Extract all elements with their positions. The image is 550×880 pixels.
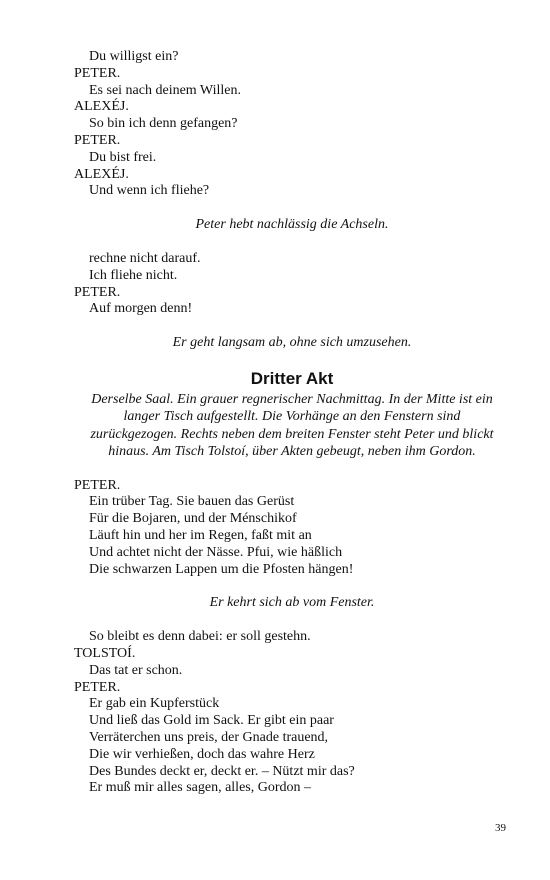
speaker-name: ALEXÉJ. bbox=[74, 166, 129, 182]
speech-line: Die schwarzen Lappen um die Pfosten hängen! bbox=[89, 561, 354, 577]
page-content bbox=[74, 49, 510, 797]
speech-line: Des Bundes deckt er, deckt er. – Nützt mir das? bbox=[89, 763, 355, 779]
dialogue-block-3 bbox=[74, 478, 510, 579]
speaker-name: PETER. bbox=[74, 679, 121, 695]
speech-line: rechne nicht darauf. bbox=[89, 250, 201, 266]
act-description bbox=[74, 391, 510, 461]
dialogue-block-2 bbox=[74, 251, 510, 318]
speaker-name: PETER. bbox=[74, 477, 121, 493]
act-description-line: zurückgezogen. Rechts neben dem breiten Fenster steht Peter und blickt bbox=[90, 426, 494, 442]
page-number: 39 bbox=[495, 822, 506, 834]
speaker-name: PETER. bbox=[74, 132, 121, 148]
act-description-line: hinaus. Am Tisch Tolstoí, über Akten gebeugt, neben ihm Gordon. bbox=[108, 444, 476, 460]
speech-line: Er muß mir alles sagen, alles, Gordon – bbox=[89, 780, 312, 796]
speech-line: Die wir verhießen, doch das wahre Herz bbox=[89, 746, 315, 762]
act-title: Dritter Akt bbox=[250, 368, 334, 388]
speech-line: Du bist frei. bbox=[89, 149, 157, 165]
act-description-line: langer Tisch aufgestellt. Die Vorhänge an den Fenstern sind bbox=[123, 409, 461, 425]
speech-line: So bleibt es denn dabei: er soll gestehn. bbox=[89, 629, 311, 645]
speech-line: Und ließ das Gold im Sack. Er gibt ein paar bbox=[89, 713, 334, 729]
speech-line: Er gab ein Kupferstück bbox=[89, 696, 220, 712]
speech-line: Ein trüber Tag. Sie bauen das Gerüst bbox=[89, 494, 295, 510]
speech-line: Das tat er schon. bbox=[89, 662, 183, 678]
speech-line: Für die Bojaren, und der Ménschikof bbox=[89, 511, 297, 527]
speech-line: Und achtet nicht der Nässe. Pfui, wie häßlich bbox=[89, 544, 343, 560]
act-description-line: Derselbe Saal. Ein grauer regnerischer Nachmittag. In der Mitte ist ein bbox=[91, 391, 493, 407]
speech-line: Du willigst ein? bbox=[89, 49, 179, 64]
speech-line: Auf morgen denn! bbox=[89, 301, 193, 317]
speaker-name: TOLSTOÍ. bbox=[74, 645, 136, 661]
speech-line: Und wenn ich fliehe? bbox=[89, 183, 210, 199]
stage-direction: Er kehrt sich ab vom Fenster. bbox=[209, 595, 375, 611]
dialogue-block-1 bbox=[74, 49, 510, 200]
speaker-name: PETER. bbox=[74, 284, 121, 300]
speech-line: Ich fliehe nicht. bbox=[89, 267, 178, 283]
speaker-name: ALEXÉJ. bbox=[74, 99, 129, 115]
speech-line: Läuft hin und her im Regen, faßt mit an bbox=[89, 527, 312, 543]
speech-line: Es sei nach deinem Willen. bbox=[89, 82, 241, 98]
speaker-name: PETER. bbox=[74, 65, 121, 81]
speech-line: Verräterchen uns preis, der Gnade trauend, bbox=[89, 729, 329, 745]
dialogue-block-4 bbox=[74, 629, 510, 797]
stage-direction: Peter hebt nachlässig die Achseln. bbox=[195, 217, 389, 233]
speech-line: So bin ich denn gefangen? bbox=[89, 116, 238, 132]
stage-direction: Er geht langsam ab, ohne sich umzusehen. bbox=[172, 335, 412, 351]
